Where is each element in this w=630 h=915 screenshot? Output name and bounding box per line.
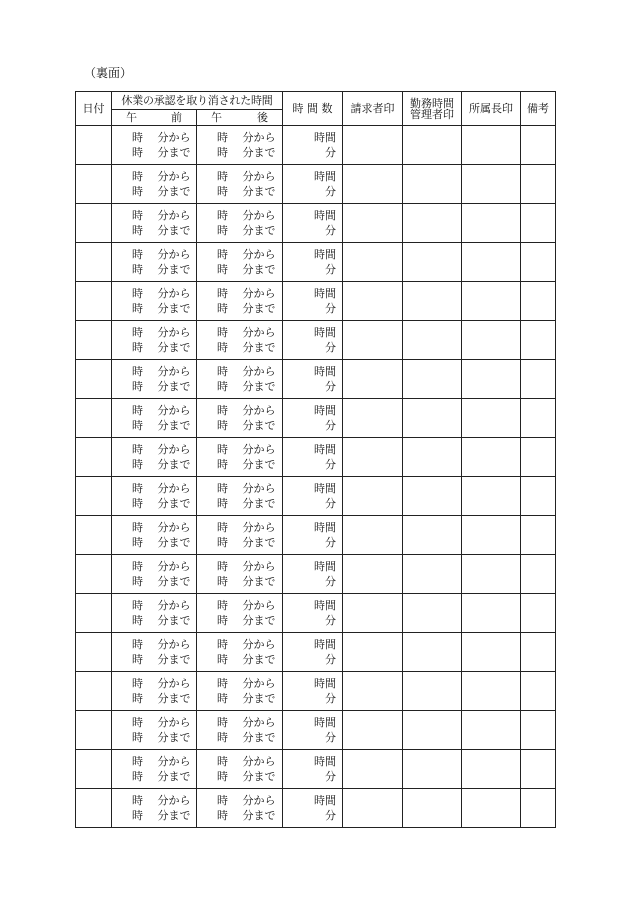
time-from: 時 分から (217, 131, 276, 144)
time-until: 時 分まで (217, 536, 276, 549)
header-pm-char1: 午 (211, 111, 222, 124)
time-until: 時 分まで (217, 770, 276, 783)
time-until: 時 分まで (132, 146, 191, 159)
hours-unit: 時間 (314, 755, 337, 768)
time-until: 時 分まで (217, 146, 276, 159)
time-until: 時 分まで (217, 731, 276, 744)
time-from: 時 分から (132, 365, 191, 378)
manager-seal-cell[interactable] (403, 438, 462, 477)
time-from: 時 分から (217, 170, 276, 183)
time-from: 時 分から (217, 443, 276, 456)
chief-seal-cell[interactable] (462, 399, 521, 438)
requester-seal-cell[interactable] (343, 243, 403, 282)
manager-seal-cell[interactable] (403, 594, 462, 633)
hours-unit: 時間 (314, 599, 337, 612)
am-time-cell[interactable] (112, 438, 197, 477)
pm-time-cell[interactable] (197, 399, 283, 438)
time-from: 時 分から (132, 248, 191, 261)
pm-time-cell[interactable] (197, 477, 283, 516)
time-until: 時 分まで (217, 809, 276, 822)
time-from: 時 分から (217, 638, 276, 651)
am-time-cell[interactable] (112, 399, 197, 438)
header-chief-seal: 所属長印 (462, 92, 521, 126)
remarks-cell[interactable] (521, 711, 556, 750)
time-until: 時 分まで (217, 302, 276, 315)
am-time-cell[interactable] (112, 321, 197, 360)
table-row (76, 438, 556, 477)
remarks-cell[interactable] (521, 516, 556, 555)
hours-cell[interactable] (283, 750, 343, 789)
requester-seal-cell[interactable] (343, 633, 403, 672)
minutes-unit: 分 (325, 692, 337, 705)
chief-seal-cell[interactable] (462, 321, 521, 360)
pm-time-cell[interactable] (197, 750, 283, 789)
requester-seal-cell[interactable] (343, 789, 403, 828)
table-row (76, 750, 556, 789)
remarks-cell[interactable] (521, 789, 556, 828)
time-from: 時 分から (217, 365, 276, 378)
time-from: 時 分から (217, 404, 276, 417)
requester-seal-cell[interactable] (343, 516, 403, 555)
header-pm-char2: 後 (257, 111, 269, 124)
time-from: 時 分から (132, 716, 191, 729)
remarks-cell[interactable] (521, 672, 556, 711)
remarks-cell[interactable] (521, 321, 556, 360)
table-row (76, 126, 556, 165)
time-until: 時 分まで (132, 653, 191, 666)
hours-cell[interactable] (283, 789, 343, 828)
hours-cell[interactable] (283, 282, 343, 321)
hours-cell[interactable] (283, 711, 343, 750)
header-date: 日付 (76, 92, 112, 126)
time-from: 時 分から (217, 287, 276, 300)
table-row (76, 282, 556, 321)
hours-cell[interactable] (283, 477, 343, 516)
date-cell[interactable] (76, 126, 112, 165)
am-time-cell[interactable] (112, 555, 197, 594)
header-requester-seal: 請求者印 (343, 92, 403, 126)
date-cell[interactable] (76, 399, 112, 438)
time-until: 時 分まで (217, 458, 276, 471)
pm-time-cell[interactable] (197, 165, 283, 204)
am-time-cell[interactable] (112, 126, 197, 165)
date-cell[interactable] (76, 360, 112, 399)
table-row (76, 477, 556, 516)
am-time-cell[interactable] (112, 477, 197, 516)
time-until: 時 分まで (217, 497, 276, 510)
time-until: 時 分まで (132, 419, 191, 432)
date-cell[interactable] (76, 633, 112, 672)
remarks-cell[interactable] (521, 204, 556, 243)
hours-cell[interactable] (283, 555, 343, 594)
pm-time-cell[interactable] (197, 126, 283, 165)
remarks-cell[interactable] (521, 633, 556, 672)
time-until: 時 分まで (217, 575, 276, 588)
leave-record-table (75, 91, 556, 828)
chief-seal-cell[interactable] (462, 204, 521, 243)
manager-seal-cell[interactable] (403, 672, 462, 711)
time-from: 時 分から (132, 326, 191, 339)
requester-seal-cell[interactable] (343, 321, 403, 360)
requester-seal-cell[interactable] (343, 360, 403, 399)
chief-seal-cell[interactable] (462, 126, 521, 165)
date-cell[interactable] (76, 672, 112, 711)
table-row (76, 165, 556, 204)
am-time-cell[interactable] (112, 516, 197, 555)
time-until: 時 分まで (132, 497, 191, 510)
remarks-cell[interactable] (521, 243, 556, 282)
requester-seal-cell[interactable] (343, 165, 403, 204)
time-until: 時 分まで (217, 185, 276, 198)
header-hours: 時 間 数 (283, 92, 343, 126)
minutes-unit: 分 (325, 770, 337, 783)
hours-cell[interactable] (283, 516, 343, 555)
pm-time-cell[interactable] (197, 243, 283, 282)
am-time-cell[interactable] (112, 672, 197, 711)
date-cell[interactable] (76, 477, 112, 516)
time-until: 時 分まで (132, 575, 191, 588)
requester-seal-cell[interactable] (343, 750, 403, 789)
minutes-unit: 分 (325, 185, 337, 198)
remarks-cell[interactable] (521, 282, 556, 321)
hours-cell[interactable] (283, 399, 343, 438)
pm-time-cell[interactable] (197, 633, 283, 672)
am-time-cell[interactable] (112, 282, 197, 321)
minutes-unit: 分 (325, 224, 337, 237)
table-row (76, 555, 556, 594)
manager-seal-cell[interactable] (403, 633, 462, 672)
time-from: 時 分から (132, 443, 191, 456)
table-row (76, 516, 556, 555)
time-until: 時 分まで (132, 302, 191, 315)
table-row (76, 672, 556, 711)
time-from: 時 分から (132, 521, 191, 534)
hours-unit: 時間 (314, 287, 337, 300)
time-until: 時 分まで (132, 614, 191, 627)
chief-seal-cell[interactable] (462, 165, 521, 204)
chief-seal-cell[interactable] (462, 516, 521, 555)
time-until: 時 分まで (217, 614, 276, 627)
minutes-unit: 分 (325, 809, 337, 822)
chief-seal-cell[interactable] (462, 477, 521, 516)
time-until: 時 分まで (217, 341, 276, 354)
requester-seal-cell[interactable] (343, 594, 403, 633)
table-row (76, 204, 556, 243)
pm-time-cell[interactable] (197, 516, 283, 555)
manager-seal-cell[interactable] (403, 321, 462, 360)
date-cell[interactable] (76, 438, 112, 477)
time-from: 時 分から (132, 560, 191, 573)
header-remarks: 備考 (521, 92, 556, 126)
pm-time-cell[interactable] (197, 789, 283, 828)
time-from: 時 分から (132, 170, 191, 183)
chief-seal-cell[interactable] (462, 282, 521, 321)
hours-unit: 時間 (314, 560, 337, 573)
pm-time-cell[interactable] (197, 204, 283, 243)
minutes-unit: 分 (325, 146, 337, 159)
side-label: （裏面） (84, 66, 133, 80)
date-cell[interactable] (76, 282, 112, 321)
date-cell[interactable] (76, 750, 112, 789)
header-pm (197, 110, 283, 126)
chief-seal-cell[interactable] (462, 672, 521, 711)
table-row (76, 789, 556, 828)
minutes-unit: 分 (325, 419, 337, 432)
time-from: 時 分から (132, 638, 191, 651)
manager-seal-cell[interactable] (403, 243, 462, 282)
am-time-cell[interactable] (112, 243, 197, 282)
minutes-unit: 分 (325, 341, 337, 354)
time-from: 時 分から (217, 794, 276, 807)
time-until: 時 分まで (132, 224, 191, 237)
hours-cell[interactable] (283, 633, 343, 672)
time-from: 時 分から (132, 755, 191, 768)
pm-time-cell[interactable] (197, 321, 283, 360)
time-until: 時 分まで (217, 653, 276, 666)
hours-unit: 時間 (314, 677, 337, 690)
chief-seal-cell[interactable] (462, 594, 521, 633)
time-until: 時 分まで (132, 458, 191, 471)
time-until: 時 分まで (132, 341, 191, 354)
time-from: 時 分から (132, 131, 191, 144)
table-row (76, 243, 556, 282)
pm-time-cell[interactable] (197, 438, 283, 477)
chief-seal-cell[interactable] (462, 750, 521, 789)
remarks-cell[interactable] (521, 477, 556, 516)
time-from: 時 分から (217, 599, 276, 612)
time-until: 時 分まで (132, 770, 191, 783)
requester-seal-cell[interactable] (343, 399, 403, 438)
manager-seal-cell[interactable] (403, 282, 462, 321)
requester-seal-cell[interactable] (343, 126, 403, 165)
pm-time-cell[interactable] (197, 555, 283, 594)
minutes-unit: 分 (325, 575, 337, 588)
minutes-unit: 分 (325, 653, 337, 666)
hours-unit: 時間 (314, 794, 337, 807)
time-from: 時 分から (217, 677, 276, 690)
am-time-cell[interactable] (112, 204, 197, 243)
pm-time-cell[interactable] (197, 360, 283, 399)
time-from: 時 分から (217, 521, 276, 534)
table-row (76, 711, 556, 750)
date-cell[interactable] (76, 321, 112, 360)
minutes-unit: 分 (325, 497, 337, 510)
time-until: 時 分まで (132, 536, 191, 549)
requester-seal-cell[interactable] (343, 672, 403, 711)
time-from: 時 分から (217, 716, 276, 729)
date-cell[interactable] (76, 165, 112, 204)
header-am-char1: 午 (126, 111, 137, 124)
time-from: 時 分から (217, 209, 276, 222)
chief-seal-cell[interactable] (462, 711, 521, 750)
hours-cell[interactable] (283, 594, 343, 633)
hours-cell[interactable] (283, 321, 343, 360)
time-until: 時 分まで (217, 380, 276, 393)
hours-unit: 時間 (314, 716, 337, 729)
manager-seal-cell[interactable] (403, 711, 462, 750)
hours-unit: 時間 (314, 404, 337, 417)
minutes-unit: 分 (325, 458, 337, 471)
am-time-cell[interactable] (112, 360, 197, 399)
time-until: 時 分まで (217, 224, 276, 237)
pm-time-cell[interactable] (197, 282, 283, 321)
hours-unit: 時間 (314, 638, 337, 651)
hours-cell[interactable] (283, 165, 343, 204)
pm-time-cell[interactable] (197, 711, 283, 750)
chief-seal-cell[interactable] (462, 633, 521, 672)
hours-unit: 時間 (314, 248, 337, 261)
am-time-cell[interactable] (112, 165, 197, 204)
header-revoked-time: 休業の承認を取り消された時間 (112, 92, 283, 110)
manager-seal-cell[interactable] (403, 360, 462, 399)
hours-unit: 時間 (314, 131, 337, 144)
manager-seal-cell[interactable] (403, 126, 462, 165)
hours-cell[interactable] (283, 672, 343, 711)
hours-cell[interactable] (283, 438, 343, 477)
minutes-unit: 分 (325, 302, 337, 315)
am-time-cell[interactable] (112, 750, 197, 789)
date-cell[interactable] (76, 555, 112, 594)
hours-unit: 時間 (314, 365, 337, 378)
requester-seal-cell[interactable] (343, 282, 403, 321)
hours-unit: 時間 (314, 443, 337, 456)
time-from: 時 分から (217, 755, 276, 768)
date-cell[interactable] (76, 789, 112, 828)
hours-cell[interactable] (283, 360, 343, 399)
time-until: 時 分まで (217, 263, 276, 276)
manager-seal-cell[interactable] (403, 399, 462, 438)
requester-seal-cell[interactable] (343, 204, 403, 243)
time-from: 時 分から (132, 677, 191, 690)
table-row (76, 321, 556, 360)
hours-cell[interactable] (283, 126, 343, 165)
hours-unit: 時間 (314, 482, 337, 495)
minutes-unit: 分 (325, 263, 337, 276)
hours-cell[interactable] (283, 243, 343, 282)
remarks-cell[interactable] (521, 750, 556, 789)
hours-cell[interactable] (283, 204, 343, 243)
time-until: 時 分まで (132, 380, 191, 393)
chief-seal-cell[interactable] (462, 243, 521, 282)
minutes-unit: 分 (325, 731, 337, 744)
time-until: 時 分まで (132, 731, 191, 744)
chief-seal-cell[interactable] (462, 789, 521, 828)
remarks-cell[interactable] (521, 438, 556, 477)
am-time-cell[interactable] (112, 594, 197, 633)
header-manager-seal-line2: 管理者印 (410, 107, 455, 121)
requester-seal-cell[interactable] (343, 555, 403, 594)
pm-time-cell[interactable] (197, 594, 283, 633)
table-row (76, 633, 556, 672)
time-from: 時 分から (132, 209, 191, 222)
time-from: 時 分から (132, 287, 191, 300)
time-from: 時 分から (132, 794, 191, 807)
time-from: 時 分から (132, 599, 191, 612)
time-from: 時 分から (217, 326, 276, 339)
remarks-cell[interactable] (521, 399, 556, 438)
manager-seal-cell[interactable] (403, 555, 462, 594)
header-manager-seal (403, 92, 462, 126)
time-until: 時 分まで (217, 692, 276, 705)
time-until: 時 分まで (132, 263, 191, 276)
remarks-cell[interactable] (521, 126, 556, 165)
am-time-cell[interactable] (112, 711, 197, 750)
table-row (76, 399, 556, 438)
time-from: 時 分から (217, 482, 276, 495)
table-row (76, 360, 556, 399)
chief-seal-cell[interactable] (462, 360, 521, 399)
minutes-unit: 分 (325, 614, 337, 627)
manager-seal-cell[interactable] (403, 789, 462, 828)
date-cell[interactable] (76, 516, 112, 555)
minutes-unit: 分 (325, 380, 337, 393)
time-from: 時 分から (132, 404, 191, 417)
hours-unit: 時間 (314, 521, 337, 534)
chief-seal-cell[interactable] (462, 555, 521, 594)
remarks-cell[interactable] (521, 360, 556, 399)
header-am (112, 110, 197, 126)
remarks-cell[interactable] (521, 165, 556, 204)
table-row (76, 594, 556, 633)
hours-unit: 時間 (314, 326, 337, 339)
manager-seal-cell[interactable] (403, 750, 462, 789)
requester-seal-cell[interactable] (343, 711, 403, 750)
header-manager-seal-line1: 勤務時間 (410, 96, 455, 110)
manager-seal-cell[interactable] (403, 204, 462, 243)
time-from: 時 分から (217, 560, 276, 573)
manager-seal-cell[interactable] (403, 516, 462, 555)
remarks-cell[interactable] (521, 594, 556, 633)
time-until: 時 分まで (132, 692, 191, 705)
minutes-unit: 分 (325, 536, 337, 549)
manager-seal-cell[interactable] (403, 165, 462, 204)
time-until: 時 分まで (217, 419, 276, 432)
date-cell[interactable] (76, 243, 112, 282)
am-time-cell[interactable] (112, 789, 197, 828)
time-from: 時 分から (217, 248, 276, 261)
date-cell[interactable] (76, 711, 112, 750)
remarks-cell[interactable] (521, 555, 556, 594)
chief-seal-cell[interactable] (462, 438, 521, 477)
pm-time-cell[interactable] (197, 672, 283, 711)
time-from: 時 分から (132, 482, 191, 495)
time-until: 時 分まで (132, 185, 191, 198)
am-time-cell[interactable] (112, 633, 197, 672)
requester-seal-cell[interactable] (343, 438, 403, 477)
hours-unit: 時間 (314, 170, 337, 183)
date-cell[interactable] (76, 594, 112, 633)
manager-seal-cell[interactable] (403, 477, 462, 516)
header-am-char2: 前 (171, 111, 182, 124)
time-until: 時 分まで (132, 809, 191, 822)
date-cell[interactable] (76, 204, 112, 243)
hours-unit: 時間 (314, 209, 337, 222)
requester-seal-cell[interactable] (343, 477, 403, 516)
